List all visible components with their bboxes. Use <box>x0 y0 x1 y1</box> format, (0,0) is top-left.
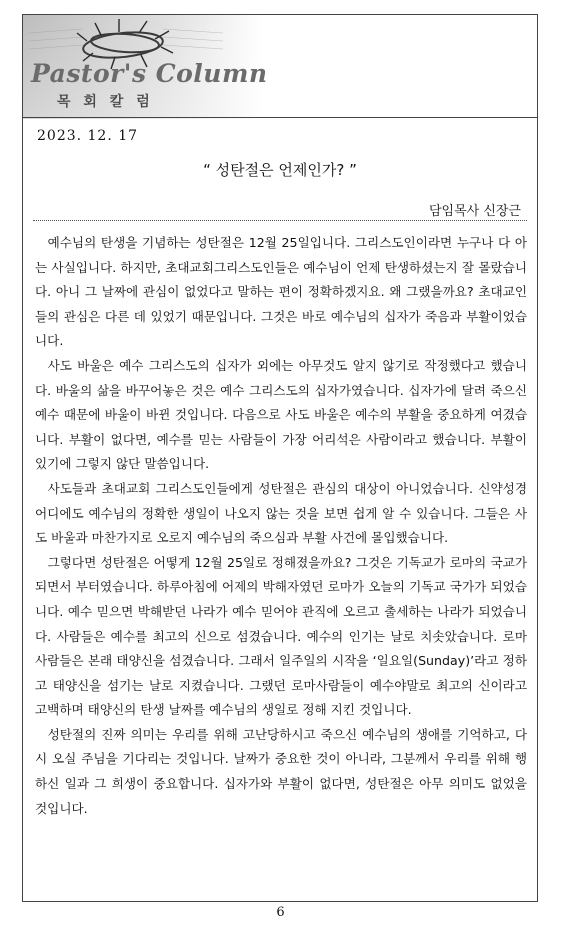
page-number: 6 <box>276 905 285 920</box>
article-paragraph: 성탄절의 진짜 의미는 우리를 위해 고난당하시고 죽으신 예수님의 생애를 기억하고, 다시 오실 주님을 기다리는 것입니다. 날짜가 중요한 것이 아니라, 그분께서 우리를 위해 행하신 일과 그 희생이 중요합니다. 십자가와 부활이 없다면, 성탄절은 아무 의미도 없었을 것입니다. <box>35 726 527 816</box>
header-divider <box>23 117 537 118</box>
column-date: 2023. 12. 17 <box>37 128 139 144</box>
article-paragraph: 사도 바울은 예수 그리스도의 십자가 외에는 아무것도 알지 않기로 작정했다고 했습니다. 바울의 삶을 바꾸어놓은 것은 예수 그리스도의 십자가였습니다. 십자가에 달려 죽으신 예수 때문에 바울이 바뀐 것입니다. 다음으로 사도 바울은 예수의 부활을 중요하게 여겼습니다. 부활이 없다면, 예수를 믿는 사람들이 가장 어리석은 사람이라고 했습니다. 부활이 있기에 그렇지 않단 말씀입니다. <box>35 357 527 472</box>
column-brand-subtitle: 목 회 칼 럼 <box>57 94 154 110</box>
column-header <box>23 15 537 119</box>
column-brand-title: Pastor's Column <box>31 59 268 88</box>
article-paragraph: 그렇다면 성탄절은 어떻게 12월 25일로 정해졌을까요? 그것은 기독교가 로마의 국교가 되면서 부터였습니다. 하루아침에 어제의 박해자였던 로마가 오늘의 기독교 국가가 되었습니다. 예수 믿으면 박해받던 나라가 예수 믿어야 관직에 오르고 출세하는 나라가 되었습니다. 사람들은 예수를 최고의 신으로 섬겼습니다. 예수의 인기는 날로 치솟았습니다. 로마 사람들은 본래 태양신을 섬겼습니다. 그래서 일주일의 시작을 ‘일요일(Sunday)’라고 정하고 태양신을 섬기는 날로 지켰습니다. 그랬던 로마사람들이 예수야말로 최고의 신이라고 고백하며 태양신의 탄생 날짜를 예수님의 생일로 정해 지킨 것입니다. <box>35 554 527 718</box>
column-frame <box>22 14 538 902</box>
article-body <box>35 231 527 821</box>
dotted-divider <box>33 220 527 221</box>
article-author: 담임목사 신장근 <box>428 204 521 219</box>
article-title: “ 성탄절은 언제인가? ” <box>203 161 357 179</box>
article-paragraph: 사도들과 초대교회 그리스도인들에게 성탄절은 관심의 대상이 아니었습니다. 신약성경 어디에도 예수님의 정확한 생일이 나오지 않는 것을 보면 쉽게 알 수 있습니다. 그들은 사도 바울과 마찬가지로 오로지 예수님의 죽으심과 부활 사건에 몰입했습니다. <box>35 480 527 546</box>
article-paragraph: 예수님의 탄생을 기념하는 성탄절은 12월 25일입니다. 그리스도인이라면 누구나 다 아는 사실입니다. 하지만, 초대교회그리스도인들은 예수님이 언제 탄생하셨는지 잘 몰랐습니다. 아니 그 날짜에 관심이 없었다고 말하는 편이 정확하겠지요. 왜 그랬을까요? 초대교인들의 관심은 다른 데 있었기 때문입니다. 그것은 바로 예수님의 십자가 죽음과 부활이었습니다. <box>35 235 527 349</box>
